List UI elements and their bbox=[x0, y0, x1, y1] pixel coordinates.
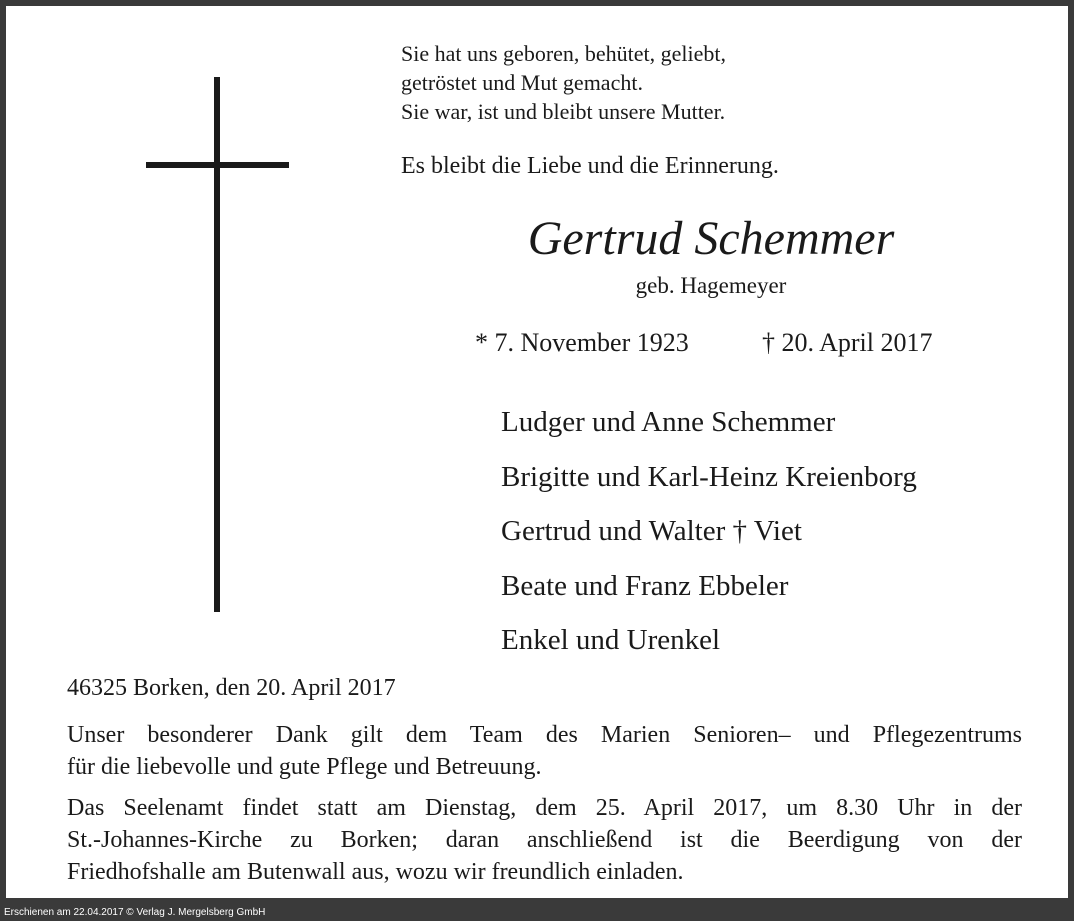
death-date: † 20. April 2017 bbox=[762, 328, 933, 357]
poem-line: getröstet und Mut gemacht. bbox=[401, 70, 643, 95]
poem-closing: Es bleibt die Liebe und die Erinnerung. bbox=[401, 153, 779, 179]
mourners-list bbox=[501, 395, 917, 668]
poem-line: Sie hat uns geboren, behütet, geliebt, bbox=[401, 41, 727, 66]
service-paragraph bbox=[67, 792, 1022, 888]
mourner-entry: Enkel und Urenkel bbox=[501, 624, 721, 656]
mourner-entry: Brigitte und Karl-Heinz Kreienborg bbox=[501, 460, 917, 493]
mourner-entry: Beate und Franz Ebbeler bbox=[501, 569, 789, 602]
cross-icon-horizontal-bar bbox=[146, 162, 289, 168]
birth-date: * 7. November 1923 bbox=[475, 328, 689, 357]
maiden-name: geb. Hagemeyer bbox=[635, 273, 787, 298]
mourner-entry: Gertrud und Walter † Viet bbox=[501, 515, 802, 547]
service-line: Friedhofshalle am Butenwall aus, wozu wir freundlich einladen. bbox=[67, 859, 684, 885]
poem-line: Sie war, ist und bleibt unsere Mutter. bbox=[401, 99, 726, 124]
mourner-entry: Ludger und Anne Schemmer bbox=[501, 406, 836, 438]
thanks-paragraph bbox=[67, 719, 1022, 783]
service-line: Das Seelenamt findet statt am Dienstag, dem 25. April 2017, um 8.30 Uhr in der bbox=[67, 795, 1022, 821]
cross-icon-vertical-bar bbox=[214, 77, 220, 612]
service-line: St.-Johannes-Kirche zu Borken; daran anschließend ist die Beerdigung von der bbox=[67, 827, 1022, 853]
deceased-name: Gertrud Schemmer bbox=[527, 212, 895, 265]
publication-footer: Erschienen am 22.04.2017 © Verlag J. Mergelsberg GmbH bbox=[0, 904, 1074, 921]
poem bbox=[401, 39, 726, 126]
place-and-date: 46325 Borken, den 20. April 2017 bbox=[67, 675, 396, 701]
thanks-line: Unser besonderer Dank gilt dem Team des Marien Senioren– und Pflegezentrums bbox=[67, 722, 1022, 748]
thanks-line: für die liebevolle und gute Pflege und Betreuung. bbox=[67, 754, 542, 780]
